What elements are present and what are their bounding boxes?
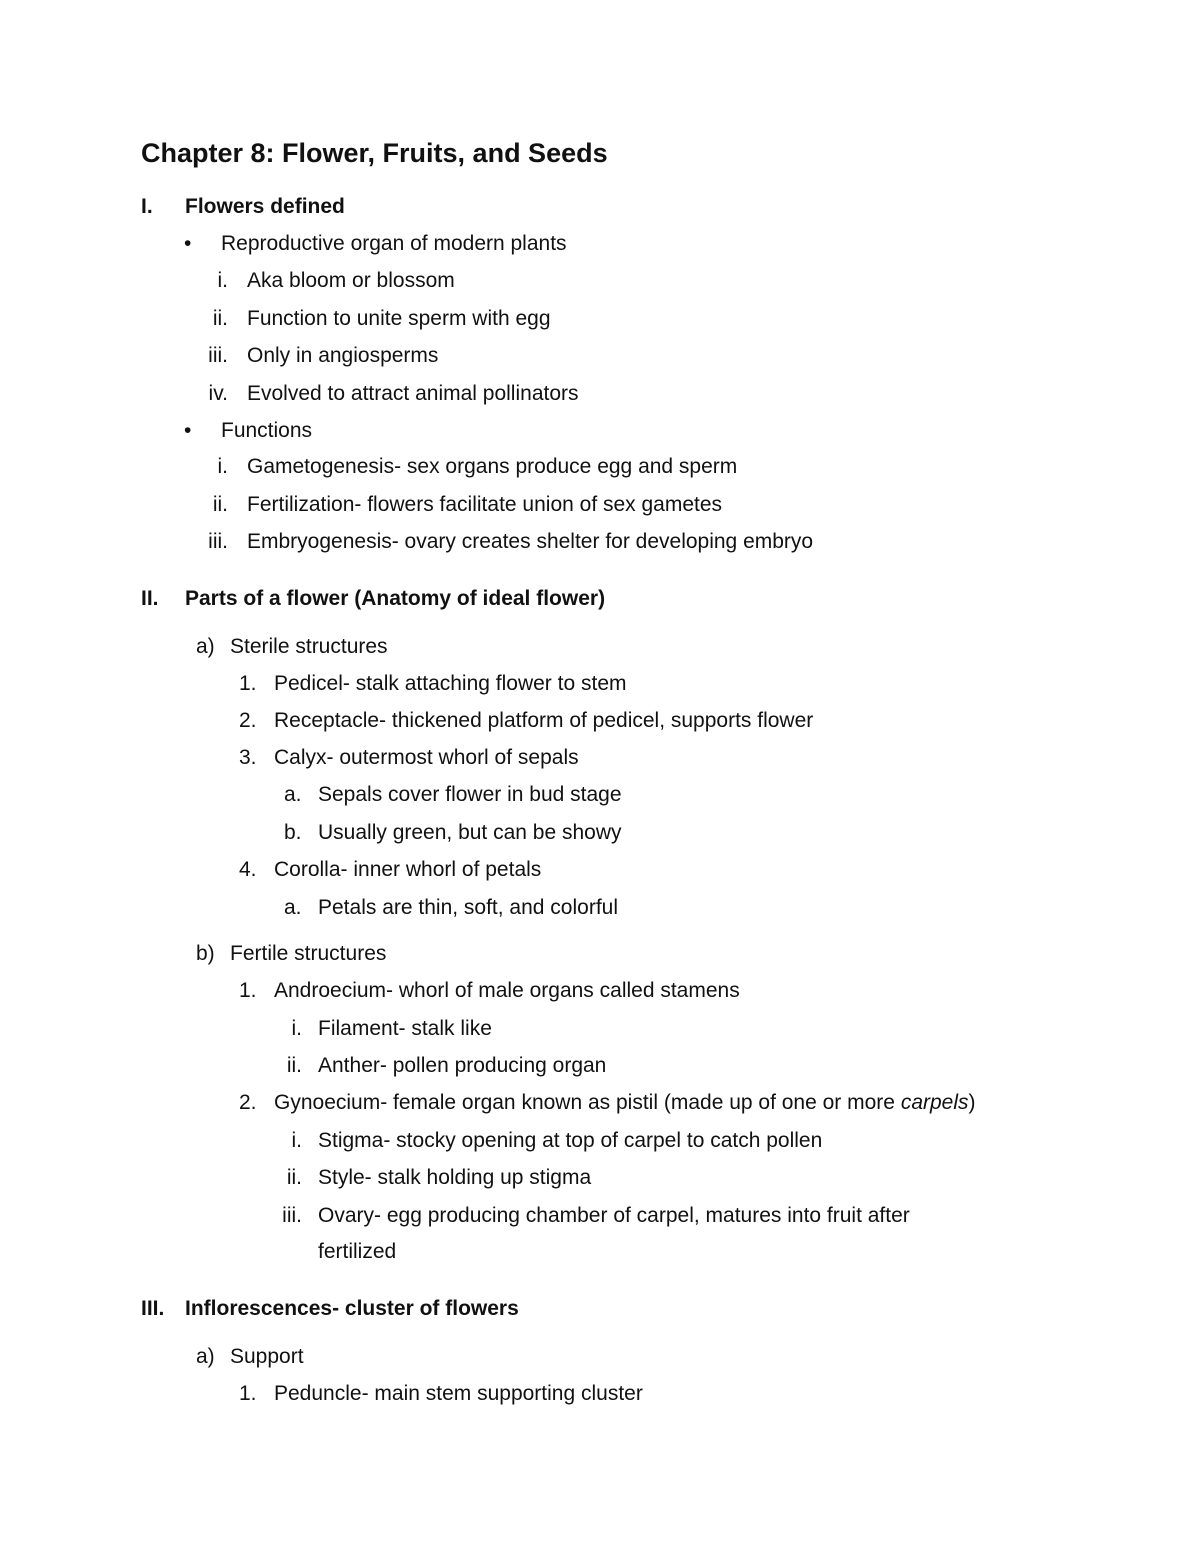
list-item-text: Sepals cover flower in bud stage	[318, 783, 622, 806]
section-heading-text: Flowers defined	[185, 195, 345, 218]
roman-marker: iv.	[208, 382, 228, 405]
italic-term: carpels	[900, 1091, 969, 1114]
section-numeral: III.	[141, 1297, 165, 1320]
list-item-text: Anther- pollen producing organ	[318, 1054, 607, 1077]
number-marker: 2.	[239, 709, 257, 732]
chapter-title: Chapter 8: Flower, Fruits, and Seeds	[141, 138, 608, 168]
number-marker: 1.	[239, 1382, 257, 1405]
list-item-text: Function to unite sperm with egg	[247, 307, 551, 330]
list-item-text: Petals are thin, soft, and colorful	[318, 896, 618, 919]
letter-marker: b)	[196, 942, 215, 965]
roman-marker: ii.	[212, 307, 228, 330]
list-item-text: Gametogenesis- sex organs produce egg and sperm	[247, 455, 738, 478]
section-heading-text: Parts of a flower (Anatomy of ideal flower)	[185, 587, 606, 610]
list-item-text: Corolla- inner whorl of petals	[274, 858, 542, 881]
list-item-text: Embryogenesis- ovary creates shelter for developing embryo	[247, 530, 814, 553]
list-item-text: Stigma- stocky opening at top of carpel to catch pollen	[318, 1129, 823, 1152]
roman-marker: ii.	[286, 1166, 302, 1189]
number-marker: 1.	[239, 979, 257, 1002]
roman-marker: iii.	[208, 344, 228, 367]
letter-marker: a)	[196, 1345, 215, 1368]
list-item-text: Support	[230, 1345, 304, 1368]
number-marker: 4.	[239, 858, 257, 881]
section-numeral: II.	[141, 587, 159, 610]
list-item-text: Reproductive organ of modern plants	[221, 232, 567, 255]
list-item-text: Usually green, but can be showy	[318, 821, 622, 844]
letter-marker: a.	[284, 896, 302, 919]
roman-marker: i.	[217, 269, 228, 292]
roman-marker: i.	[291, 1017, 302, 1040]
list-item-text: Evolved to attract animal pollinators	[247, 382, 579, 405]
list-item-text: Functions	[221, 419, 313, 442]
list-item-text: Androecium- whorl of male organs called stamens	[274, 979, 740, 1002]
list-item-text: Fertilization- flowers facilitate union of sex gametes	[247, 493, 723, 516]
list-item-text-tail: )	[968, 1091, 976, 1114]
roman-marker: i.	[217, 455, 228, 478]
list-item-text: Ovary- egg producing chamber of carpel, matures into fruit after	[318, 1204, 910, 1227]
roman-marker: i.	[291, 1129, 302, 1152]
list-item-text: Aka bloom or blossom	[247, 269, 455, 292]
number-marker: 1.	[239, 672, 257, 695]
list-item-text	[274, 1088, 976, 1118]
list-item-text: Calyx- outermost whorl of sepals	[274, 746, 579, 769]
list-item-text: Filament- stalk like	[318, 1017, 492, 1040]
list-item-text: Sterile structures	[230, 635, 388, 658]
number-marker: 2.	[239, 1091, 257, 1114]
list-item-text: Fertile structures	[230, 942, 387, 965]
list-item-text: Style- stalk holding up stigma	[318, 1166, 592, 1189]
bullet-marker: •	[184, 232, 192, 255]
section-heading-text: Inflorescences- cluster of flowers	[185, 1297, 519, 1320]
roman-marker: iii.	[282, 1204, 302, 1227]
list-item-text: Only in angiosperms	[247, 344, 439, 367]
section-numeral: I.	[141, 195, 153, 218]
letter-marker: b.	[284, 821, 302, 844]
list-item-text: Peduncle- main stem supporting cluster	[274, 1382, 643, 1405]
letter-marker: a.	[284, 783, 302, 806]
list-item-text: Receptacle- thickened platform of pedicel, supports flower	[274, 709, 814, 732]
roman-marker: iii.	[208, 530, 228, 553]
list-item-text: fertilized	[318, 1240, 397, 1263]
list-item-text: Pedicel- stalk attaching flower to stem	[274, 672, 627, 695]
bullet-marker: •	[184, 419, 192, 442]
roman-marker: ii.	[286, 1054, 302, 1077]
number-marker: 3.	[239, 746, 257, 769]
roman-marker: ii.	[212, 493, 228, 516]
letter-marker: a)	[196, 635, 215, 658]
list-item-text-main: Gynoecium- female organ known as pistil (made up of one or more	[274, 1091, 901, 1114]
